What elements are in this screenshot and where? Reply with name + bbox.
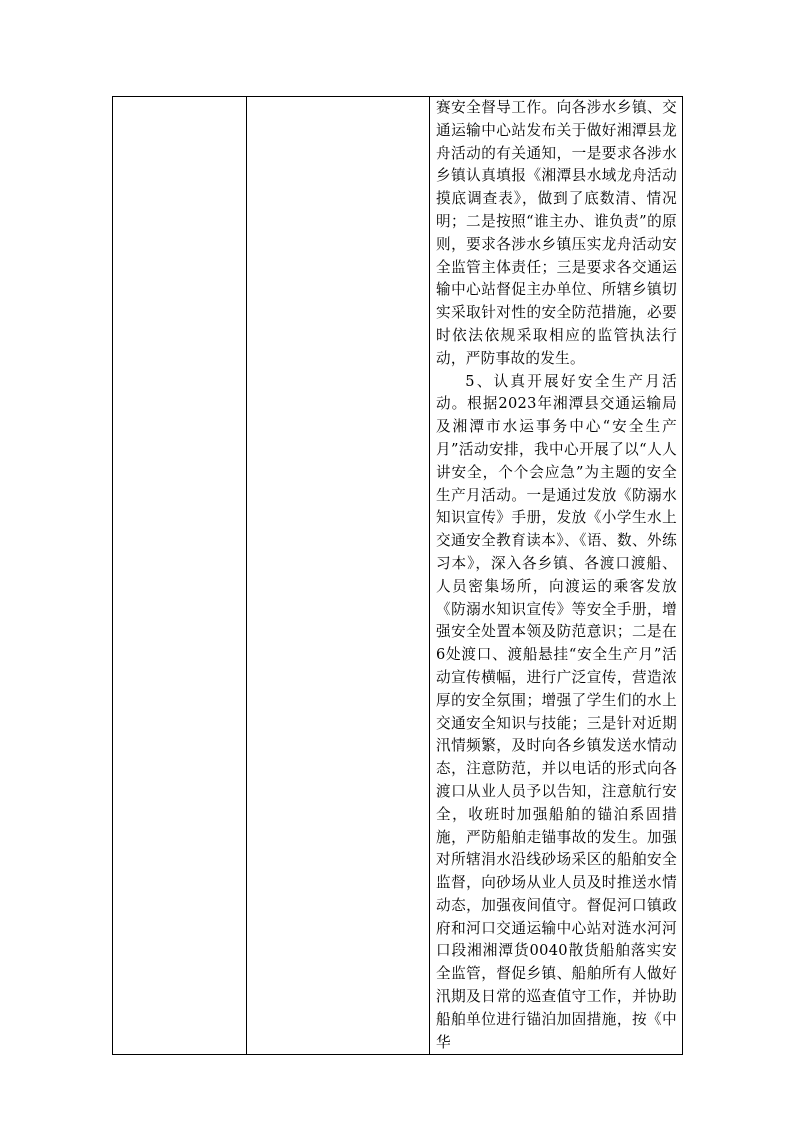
table-cell-content xyxy=(430,97,683,1055)
table-row xyxy=(113,97,683,1055)
table-cell-category xyxy=(247,97,430,1055)
paragraph-safety-month: 5、认真开展好安全生产月活动。根据2023年湘潭县交通运输局及湘潭市水运事务中心“安全生产月”活动安排，我中心开展了以“人人讲安全，个个会应急”为主题的安全生产月活动。一是通过发放《防溺水知识宣传》手册，发放《小学生水上交通安全教育读本》、《语、数、外练习本》，深入各乡镇、各渡口渡船、人员密集场所，向渡运的乘客发放《防溺水知识宣传》等安全手册，增强安全处置本领及防范意识；二是在6处渡口、渡船悬挂“安全生产月”活动宣传横幅，进行广泛宣传，营造浓厚的安全氛围；增强了学生们的水上交通安全知识与技能；三是针对近期汛情频繁，及时向各乡镇发送水情动态，注意防范，并以电话的形式向各渡口从业人员予以告知，注意航行安全，收班时加强船舶的锚泊系固措施，严防船舶走锚事故的发生。加强对所辖涓水沿线砂场采区的船舶安全监督，向砂场从业人员及时推送水情动态，加强夜间值守。督促河口镇政府和河口交通运输中心站对涟水河河口段湘湘潭货0040散货船舶落实安全监管，督促乡镇、船舶所有人做好汛期及日常的巡查值守工作，并协助船舶单位进行锚泊加固措施，按《中华 xyxy=(436,372,677,1051)
cell-content xyxy=(430,97,682,1054)
table-cell-item xyxy=(113,97,247,1055)
paragraph-continued: 赛安全督导工作。向各涉水乡镇、交通运输中心站发布关于做好湘潭县龙舟活动的有关通知，一是要求各涉水乡镇认真填报《湘潭县水域龙舟活动摸底调查表》，做到了底数清、情况明；二是按照“谁主办、谁负责”的原则，要求各涉水乡镇压实龙舟活动安全监管主体责任；三是要求各交通运输中心站督促主办单位、所辖乡镇切实采取针对性的安全防范措施，必要时依法依规采取相应的监管执法行动，严防事故的发生。 xyxy=(436,99,677,367)
report-table xyxy=(112,96,683,1055)
